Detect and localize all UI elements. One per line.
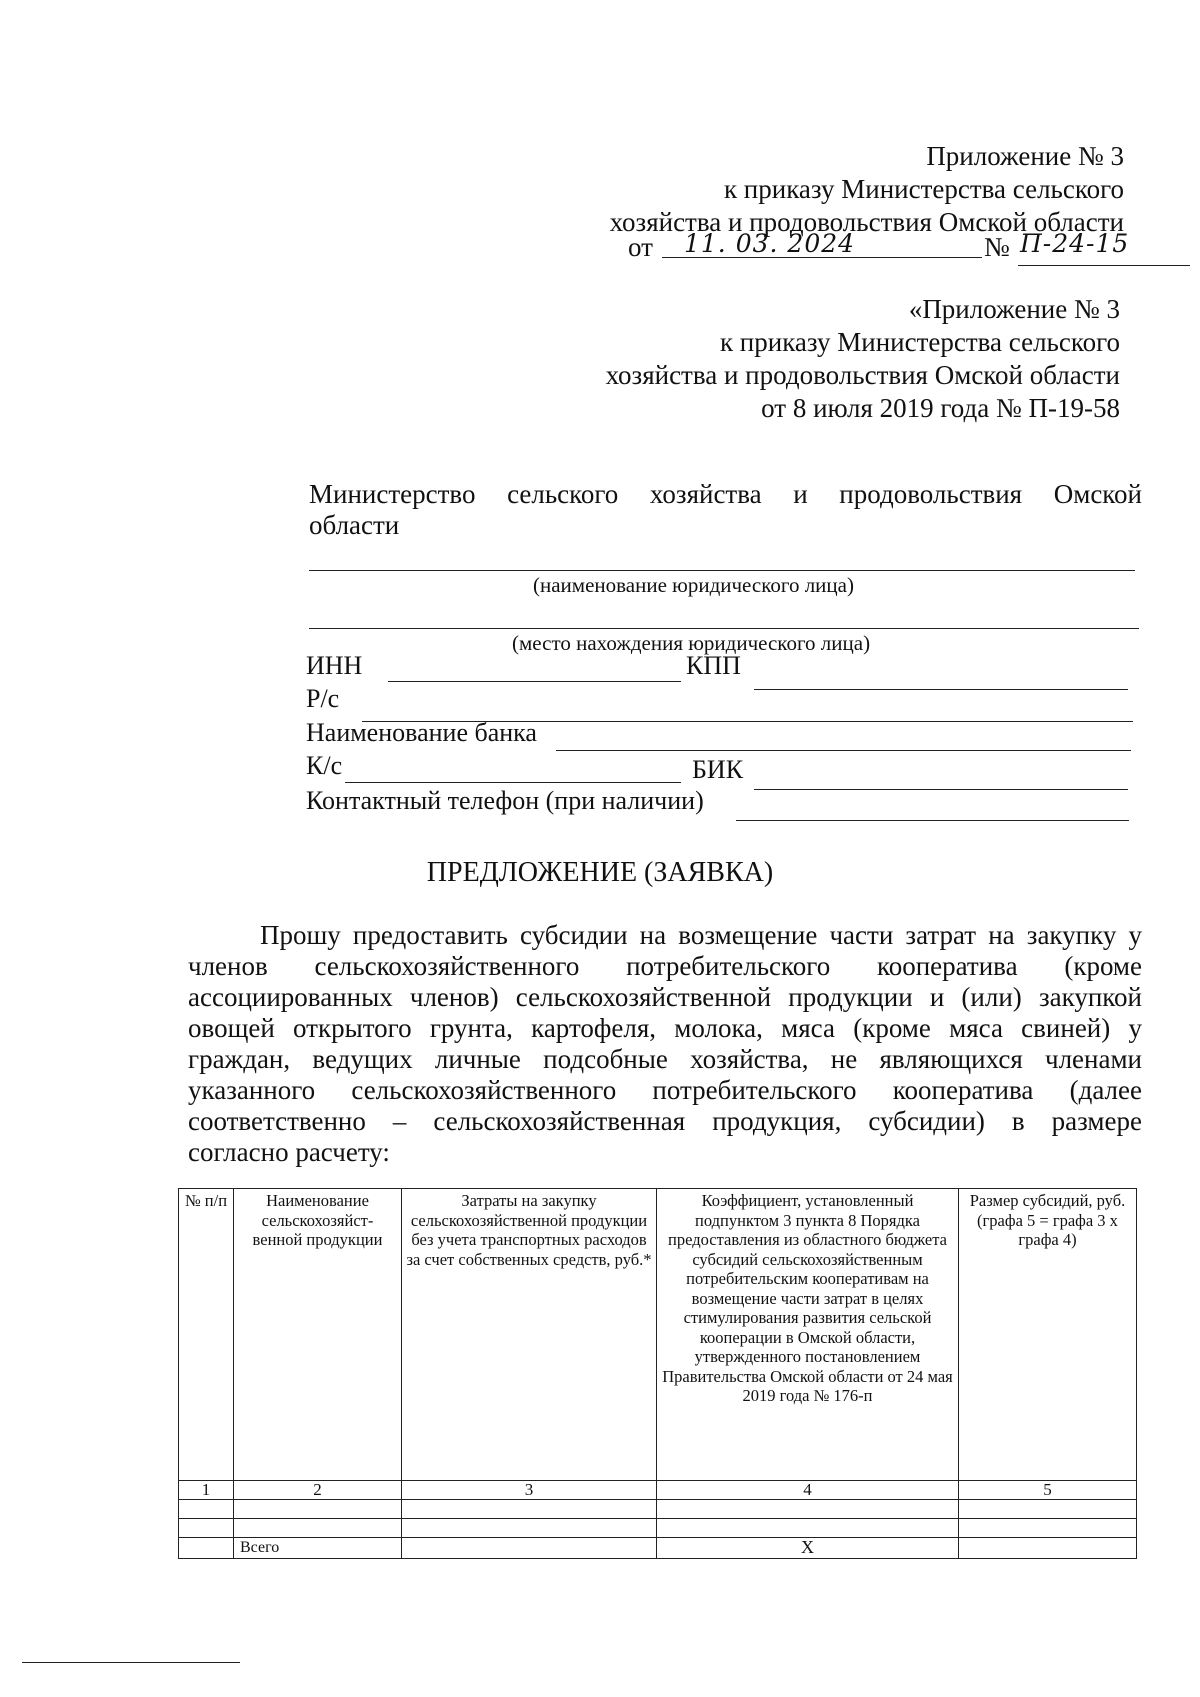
total-costs-cell[interactable]	[402, 1538, 657, 1559]
number-underline	[1018, 265, 1190, 266]
column-number: 4	[657, 1481, 959, 1500]
phone-field[interactable]	[736, 820, 1129, 821]
appendix-date-line	[628, 231, 1164, 269]
inn-field[interactable]	[388, 681, 681, 682]
bik-field[interactable]	[754, 789, 1128, 790]
addressee-line1: Министерство сельского хозяйства и продовольствия Омской	[309, 479, 1142, 509]
table-cell[interactable]	[657, 1519, 959, 1538]
paragraph-line: ассоциированных членов) сельскохозяйственной продукции и (или) закупкой	[188, 982, 1142, 1012]
paragraph-line: соответственно – сельскохозяйственная продукция, субсидии) в размере	[188, 1106, 1142, 1136]
table-cell[interactable]	[179, 1500, 234, 1519]
header-cell-coefficient: Коэффициент, установленный подпунктом 3 пункта 8 Порядка предоставления из областного бюджета субсидий сельскохозяйственным потребительским кооперативам на возмещение части затрат в целях стимулирования развития сельской кооперации в Омской области, утвержденного постановлением Правительства Омской области от 24 мая 2019 года № 176-п	[657, 1189, 959, 1481]
addressee-line2: области	[309, 510, 400, 540]
legal-name-line[interactable]	[309, 570, 1135, 571]
request-paragraph	[188, 920, 1142, 1168]
inn-label: ИНН	[306, 651, 363, 680]
old-appendix-order-line: к приказу Министерства сельского	[719, 327, 1120, 357]
legal-name-caption: (наименование юридического лица)	[533, 573, 854, 597]
kpp-field[interactable]	[754, 689, 1128, 690]
column-number: 2	[234, 1481, 402, 1500]
column-number-row	[179, 1481, 1137, 1500]
calculation-table	[178, 1188, 1137, 1559]
old-appendix-date-line: от 8 июля 2019 года № П-19-58	[761, 393, 1120, 423]
table-cell[interactable]	[179, 1519, 234, 1538]
table-row	[179, 1519, 1137, 1538]
appendix-title: Приложение № 3	[926, 141, 1124, 171]
location-caption: (место нахождения юридического лица)	[512, 631, 871, 655]
bik-label: БИК	[692, 755, 744, 784]
addressee	[309, 479, 1142, 541]
appendix-ministry-line: хозяйства и продовольствия Омской области	[609, 207, 1124, 237]
old-appendix-title: «Приложение № 3	[908, 294, 1120, 324]
footnote-separator	[22, 1662, 240, 1663]
total-coefficient-cell: Х	[657, 1538, 959, 1559]
appendix-header-new	[610, 140, 1124, 239]
account-label: Р/с	[306, 684, 340, 713]
appendix-order-line: к приказу Министерства сельского	[723, 174, 1124, 204]
old-appendix-ministry-line: хозяйства и продовольствия Омской области	[605, 360, 1120, 390]
table-cell[interactable]	[234, 1500, 402, 1519]
handwritten-date: 11. 03. 2024	[684, 229, 856, 258]
table-cell[interactable]	[402, 1500, 657, 1519]
document-title: ПРЕДЛОЖЕНИЕ (ЗАЯВКА)	[426, 857, 774, 888]
number-prefix: №	[984, 232, 1010, 262]
paragraph-line: указанного сельскохозяйственного потребительского кооператива (далее	[188, 1075, 1142, 1105]
total-subsidy-cell[interactable]	[959, 1538, 1137, 1559]
bank-label: Наименование банка	[306, 718, 537, 747]
header-cell-number: № п/п	[179, 1189, 234, 1481]
corr-account-field[interactable]	[345, 782, 681, 783]
phone-label: Контактный телефон (при наличии)	[306, 786, 704, 815]
corr-account-label: К/с	[306, 751, 343, 780]
handwritten-number: П-24-15	[1020, 229, 1130, 258]
header-cell-product: Наименование сельскохозяйст-венной продукции	[234, 1189, 402, 1481]
column-number: 1	[179, 1481, 234, 1500]
appendix-header-old	[606, 293, 1120, 425]
header-cell-subsidy: Размер субсидий, руб. (графа 5 = графа 3 х графа 4)	[959, 1189, 1137, 1481]
paragraph-line: Прошу предоставить субсидии на возмещение части затрат на закупку у	[260, 920, 1142, 950]
location-line[interactable]	[309, 628, 1139, 629]
column-number: 5	[959, 1481, 1137, 1500]
table-cell[interactable]	[234, 1519, 402, 1538]
paragraph-line: согласно расчету:	[188, 1137, 390, 1167]
table-cell	[179, 1538, 234, 1559]
kpp-label: КПП	[686, 651, 741, 680]
column-number: 3	[402, 1481, 657, 1500]
table-cell[interactable]	[657, 1500, 959, 1519]
total-label: Всего	[234, 1538, 402, 1559]
total-row	[179, 1538, 1137, 1559]
header-cell-costs: Затраты на закупку сельскохозяйственной продукции без учета транспортных расходов за счет собственных средств, руб.*	[402, 1189, 657, 1481]
table-cell[interactable]	[959, 1519, 1137, 1538]
table-cell[interactable]	[959, 1500, 1137, 1519]
paragraph-line: граждан, ведущих личные подсобные хозяйства, не являющихся членами	[188, 1044, 1142, 1074]
table-row	[179, 1500, 1137, 1519]
table-header-row	[179, 1189, 1137, 1481]
paragraph-line: членов сельскохозяйственного потребительского кооператива (кроме	[188, 951, 1142, 981]
bank-field[interactable]	[556, 750, 1131, 751]
table-cell[interactable]	[402, 1519, 657, 1538]
date-prefix: от	[628, 232, 653, 262]
paragraph-line: овощей открытого грунта, картофеля, молока, мяса (кроме мяса свиней) у	[188, 1013, 1142, 1043]
